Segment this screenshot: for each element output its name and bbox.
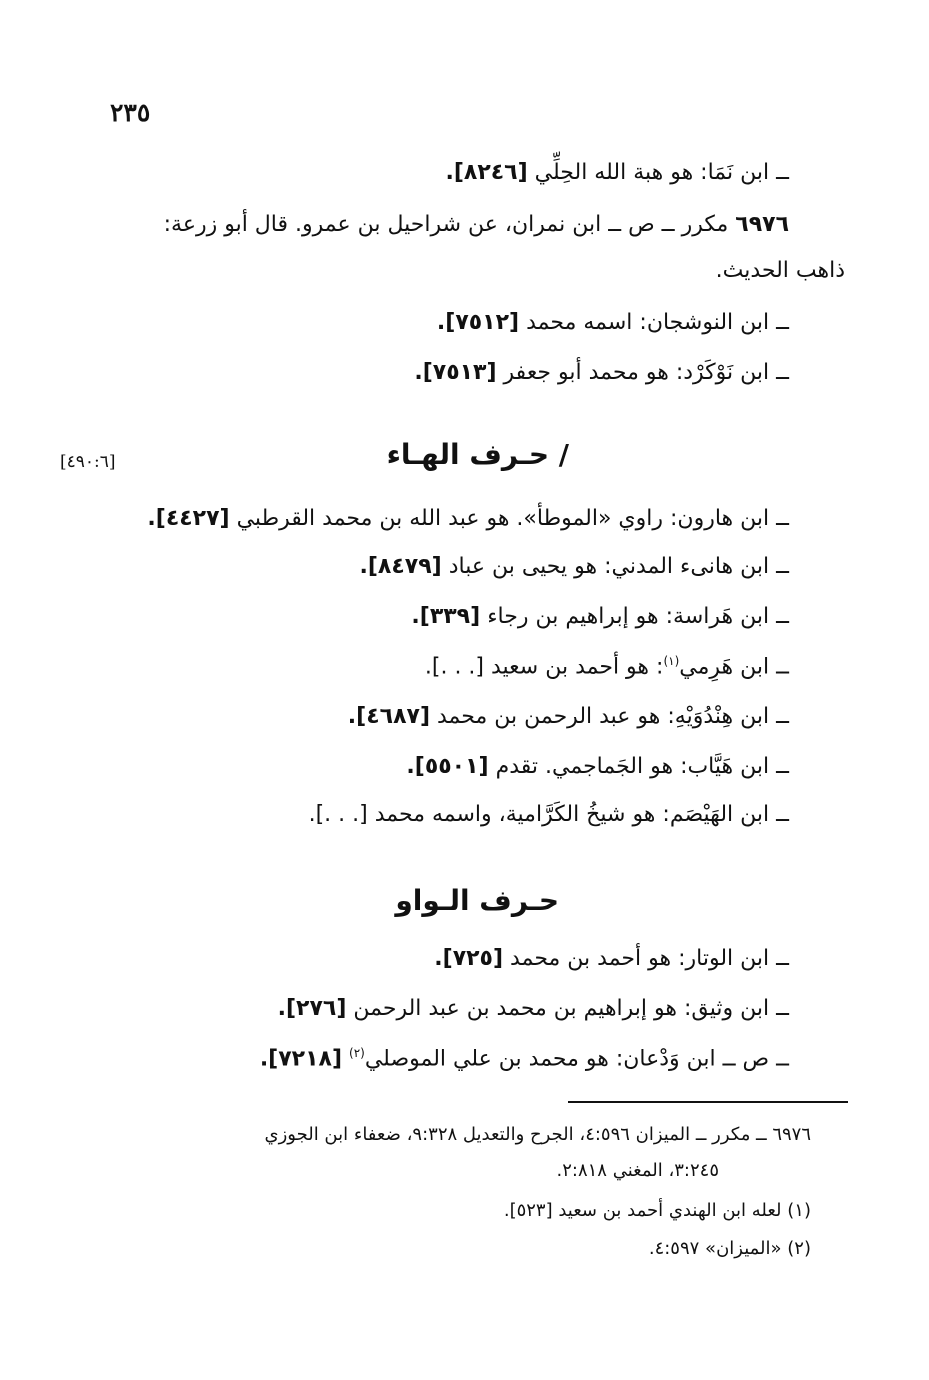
section-heading-ha: / حـرف الهـاء [386, 438, 569, 471]
entry-ibn-harun [147, 506, 789, 531]
entry-ref: [٨٤٧٩]. [359, 554, 442, 579]
entry-text: ــ ابن هانىء المدني: هو يحيى بن عباد [448, 554, 789, 579]
entry-ibn-watar [434, 946, 789, 971]
entry-text: ــ ابن هارون: راوي «الموطأ». هو عبد الله بن محمد القرطبي [236, 506, 789, 531]
footnote-divider [568, 1101, 848, 1103]
entry-text: ــ ابن نَوْكَرْد: هو محمد أبو جعفر [503, 360, 789, 385]
entry-ref: [٤٦٨٧]. [347, 704, 430, 729]
entry-text: ــ ابن هَراسة: هو إبراهيم بن رجاء [487, 604, 789, 629]
entry-text: ــ ص ــ ابن وَدْعان: هو محمد بن علي الموصلي [364, 1046, 789, 1072]
entry-text: ــ ابن هَرِمي [679, 654, 789, 680]
entry-ibn-haysam [309, 802, 789, 827]
entry-ref: [٤٤٢٧]. [147, 506, 230, 531]
entry-ref: [٧٢١٨]. [259, 1046, 343, 1072]
entry-ibn-wadan [260, 1046, 789, 1071]
footnote-1: (١) لعله ابن الهندي أحمد بن سعيد [٥٢٣]. [503, 1200, 811, 1221]
entry-ibn-hayyab [406, 754, 789, 779]
footnote-marker: (٢) [349, 1046, 365, 1060]
entry-ibn-wathiq [278, 996, 789, 1021]
entry-text: ــ ابن الهَيْصَم: هو شيخُ الكَرَّامية، واسمه محمد [. . .]. [308, 802, 789, 827]
entry-ibn-hinduwayh [348, 704, 789, 729]
entry-ibn-hani [360, 554, 790, 579]
entry-text: ــ ابن نَمَا: هو هبة الله الحِلِّي [534, 160, 789, 185]
entry-text: ــ ابن النوشجان: اسمه محمد [526, 310, 789, 335]
entry-ref: [٧٥١٢]. [436, 310, 520, 335]
entry-ref: [٢٧٦]. [277, 996, 347, 1021]
footnote-6976: ٦٩٧٦ ــ مكرر ــ الميزان ٤:٥٩٦، الجرح والتعديل ٩:٣٢٨، ضعفاء ابن الجوزي [264, 1124, 811, 1145]
entry-text: ــ ابن الوتار: هو أحمد بن محمد [510, 946, 789, 971]
margin-reference: [٤٩٠:٦] [60, 452, 116, 472]
page-number: ٢٣٥ [110, 98, 151, 127]
section-heading-waw: حـرف الـواو [395, 884, 559, 917]
entry-text: ــ ابن هِنْدُوَيْهِ: هو عبد الرحمن بن محمد [437, 704, 789, 729]
entry-ref: [٥٥٠١]. [406, 754, 489, 779]
entry-number: ٦٩٧٦ [735, 212, 789, 237]
entry-ref: [٧٢٥]. [434, 946, 504, 971]
footnote-2: (٢) «الميزان» ٤:٥٩٧. [648, 1238, 811, 1259]
entry-ref: [٧٥١٣]. [414, 360, 497, 385]
footnote-6976-continued: ٣:٢٤٥، المغني ٢:٨١٨. [556, 1160, 719, 1181]
entry-6976-continued [716, 258, 845, 283]
entry-ibn-harimi [425, 654, 789, 679]
entry-ref: [٨٢٤٦]. [445, 160, 528, 185]
entry-text-continued: : هو أحمد بن سعيد [. . .]. [424, 654, 664, 680]
entry-ibn-harasa [411, 604, 789, 629]
footnote-marker: (١) [663, 654, 680, 668]
entry-text: ــ ابن هَيَّاب: هو الجَماجمي. تقدم [495, 754, 789, 779]
entry-ibn-nawshajan [437, 310, 789, 335]
entry-text: ــ ابن وثيق: هو إبراهيم بن محمد بن عبد الرحمن [353, 996, 789, 1021]
entry-text: مكرر ــ ص ــ ابن نمران، عن شراحيل بن عمرو. قال أبو زرعة: [163, 212, 729, 237]
entry-ref: [٣٣٩]. [411, 604, 481, 629]
entry-ibn-nama [445, 160, 789, 185]
entry-text: ذاهب الحديث. [715, 258, 845, 283]
entry-6976 [164, 212, 789, 237]
entry-ibn-nawkard [414, 360, 789, 385]
